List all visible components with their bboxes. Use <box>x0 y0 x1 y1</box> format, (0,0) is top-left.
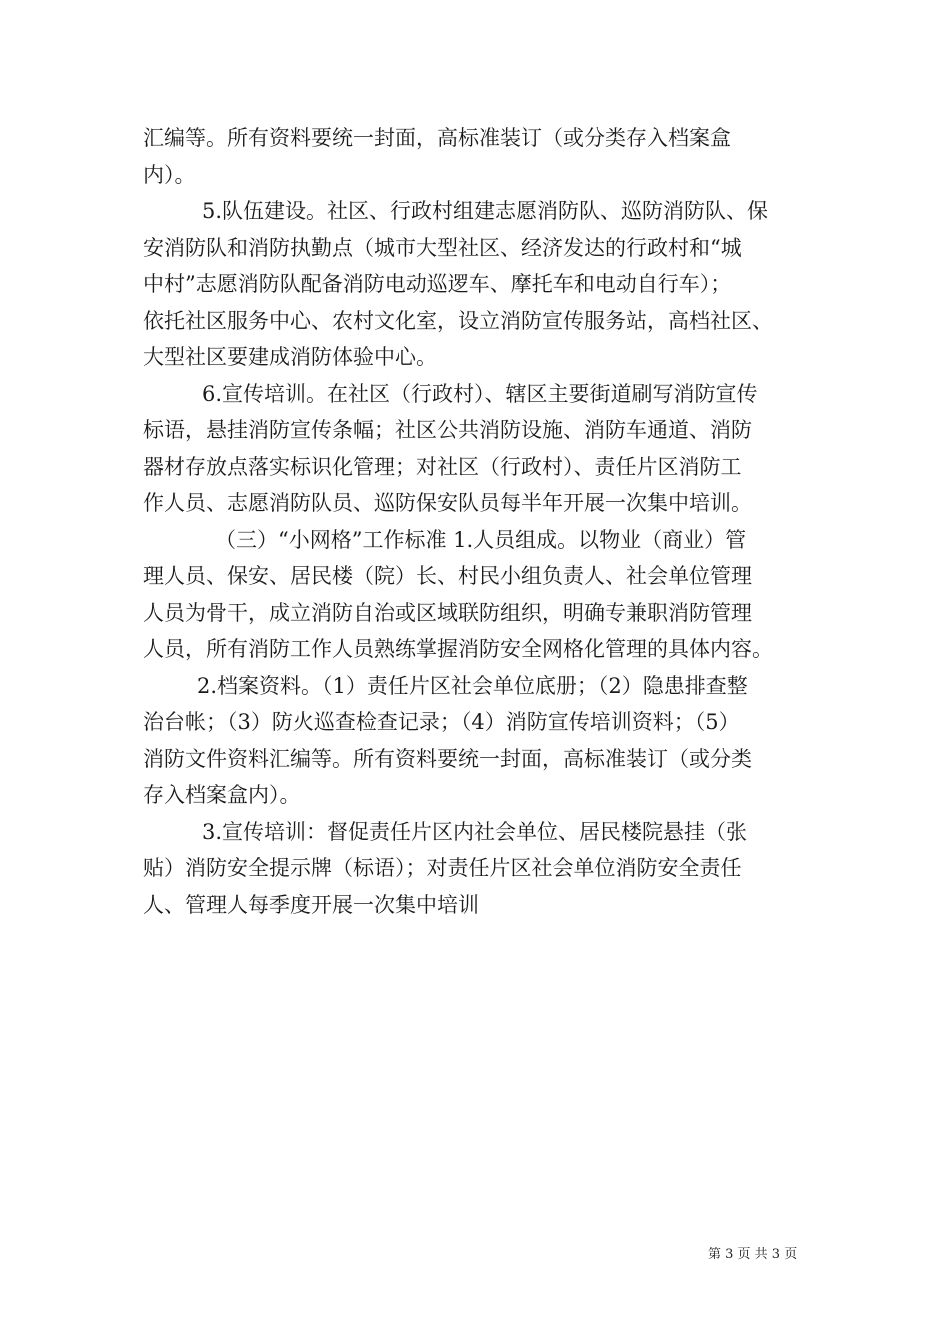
text-line: 汇编等。所有资料要统一封面，高标准装订（或分类存入档案盒 <box>143 126 731 150</box>
text-line: 消防文件资料汇编等。所有资料要统一封面，高标准装订（或分类 <box>143 746 752 771</box>
text-line: 人、管理人每季度开展一次集中培训 <box>143 892 479 917</box>
text-line: 依托社区服务中心、农村文化室，设立消防宣传服务站，高档社区、 <box>143 308 773 333</box>
paragraph-start: 6.宣传培训。在社区（行政村）、辖区主要街道刷写消防宣传 <box>202 381 758 406</box>
text-line: 标语，悬挂消防宣传条幅；社区公共消防设施、消防车通道、消防 <box>143 418 752 442</box>
text-line: 理人员、保安、居民楼（院）长、村民小组负责人、社会单位管理 <box>143 564 752 588</box>
text-line: 存入档案盒内）。 <box>143 783 301 807</box>
page-number-footer: 第 3 页 共 3 页 <box>708 1247 798 1262</box>
text-line: 贴）消防安全提示牌（标语）；对责任片区社会单位消防安全责任 <box>143 856 742 880</box>
paragraph-start: 5.队伍建设。社区、行政村组建志愿消防队、巡防消防队、保 <box>202 199 769 223</box>
text-line: 大型社区要建成消防体验中心。 <box>143 345 437 369</box>
text-line: 内）。 <box>143 162 196 187</box>
text-line: 人员，所有消防工作人员熟练掌握消防安全网格化管理的具体内容。 <box>143 637 773 661</box>
text-line: 作人员、志愿消防队员、巡防保安队员每半年开展一次集中培训。 <box>143 491 752 515</box>
text-line: 中村”志愿消防队配备消防电动巡逻车、摩托车和电动自行车）； <box>143 272 732 296</box>
text-line: 器材存放点落实标识化管理；对社区（行政村）、责任片区消防工 <box>143 454 742 479</box>
text-line: 治台帐；（3）防火巡查检查记录；（4）消防宣传培训资料；（5） <box>143 710 740 734</box>
paragraph-start: 3.宣传培训：督促责任片区内社会单位、居民楼院悬挂（张 <box>202 819 748 844</box>
text-line: 安消防队和消防执勤点（城市大型社区、经济发达的行政村和“城 <box>143 235 742 260</box>
paragraph-start: 2.档案资料。（1）责任片区社会单位底册；（2）隐患排查整 <box>197 673 748 698</box>
document-body <box>143 120 813 923</box>
text-line: 人员为骨干，成立消防自治或区域联防组织，明确专兼职消防管理 <box>143 600 752 625</box>
section-heading-line: （三）“小网格”工作标准 1.人员组成。以物业（商业）管 <box>215 527 747 552</box>
